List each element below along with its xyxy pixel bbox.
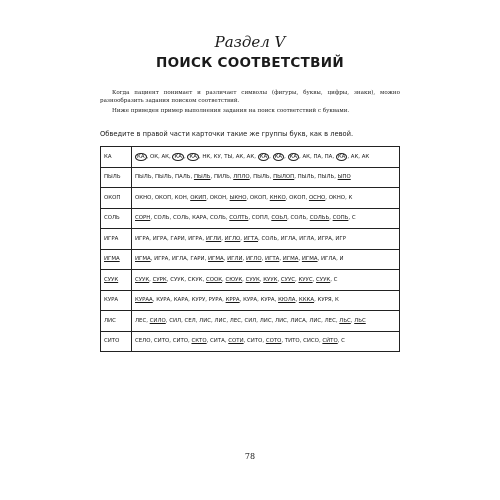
table-row xyxy=(101,188,400,209)
letter-group: ТЫ xyxy=(224,153,233,160)
letter-group: КУ xyxy=(213,153,221,160)
letter-group: ИГЛА xyxy=(321,256,337,263)
letter-group: ЫКНО xyxy=(229,194,247,201)
letter-group: ИГЛА xyxy=(299,235,315,242)
letter-group: СОПЛ xyxy=(251,215,268,222)
letter-group: К xyxy=(335,297,339,304)
letter-group: КЮЛА xyxy=(278,297,296,304)
row-key: ОКОП xyxy=(101,188,132,209)
letter-group: ЛИС xyxy=(275,317,287,324)
letter-group: РУРА xyxy=(208,297,223,304)
table-row xyxy=(101,147,400,168)
letter-group: СУРК xyxy=(152,276,167,283)
row-key: ИГМА xyxy=(101,249,132,270)
letter-group: СЕЛО xyxy=(135,338,151,345)
letter-group: СОТО xyxy=(265,338,282,345)
letter-group: КА xyxy=(274,153,283,160)
letter-group: СИТО xyxy=(172,338,189,345)
letter-group: СОЛЬ xyxy=(261,235,278,242)
letter-group: ЛИС xyxy=(214,317,227,324)
letter-group: ИГМА xyxy=(208,256,224,263)
letter-group: АК xyxy=(246,153,255,160)
letter-group: ОКНО xyxy=(135,194,152,201)
letter-group: ПА xyxy=(324,153,333,160)
letter-group: КНКО xyxy=(269,194,286,201)
letter-group: СИТО xyxy=(153,338,170,345)
letter-group: ИГР xyxy=(335,235,346,242)
letter-group: С xyxy=(341,338,345,345)
letter-group: С xyxy=(333,276,338,283)
page-number: 78 xyxy=(244,452,256,461)
letter-group: КУУК xyxy=(263,276,278,283)
letter-group: КА xyxy=(189,153,197,160)
row-key: ПЫЛЬ xyxy=(101,167,132,188)
letter-group: КОН xyxy=(174,194,187,201)
letter-group: ИГРА xyxy=(152,235,167,242)
letter-group: СУУС xyxy=(280,276,295,283)
letter-group: КУРА xyxy=(260,297,275,304)
letter-group: К xyxy=(348,194,353,201)
row-key: ЛИС xyxy=(101,311,132,332)
letter-group: СЕЛ xyxy=(184,317,196,324)
letter-group: ИГТА xyxy=(243,235,259,242)
letter-group: КРРА xyxy=(225,297,240,304)
letter-group: КА xyxy=(289,153,298,160)
letter-group: ОКОП xyxy=(289,194,306,201)
letter-group: АК xyxy=(161,153,169,160)
letter-group: И xyxy=(339,256,344,263)
letter-group: СИЛ xyxy=(169,317,182,324)
letter-group: ЛЬС xyxy=(339,317,351,324)
letter-sequence: ЛЕС, СИЛО, СИЛ, СЕЛ, ЛИС, ЛИС, ЛЕС, СИЛ, ЛИС, ЛИС, ЛИСА, ЛИС, ЛЕС, ЛЬС, ЛЬС xyxy=(132,311,400,332)
row-key: СОЛЬ xyxy=(101,208,132,229)
letter-sequence: ИГРА, ИГРА, ГАРИ, ИГРА, ИГЛИ, ИГЛО, ИГТА, СОЛЬ, ИГЛА, ИГЛА, ИГРА, ИГР xyxy=(132,229,400,250)
letter-group: ИГРА xyxy=(188,235,203,242)
letter-group: ИГРА xyxy=(135,235,150,242)
letter-group: ИГМА xyxy=(135,256,151,263)
letter-group: СОЛТЬ xyxy=(229,215,249,222)
letter-group: ПЫЛЬ xyxy=(297,174,315,181)
row-key: СИТО xyxy=(101,331,132,352)
row-key: КУРА xyxy=(101,290,132,311)
letter-group: КА xyxy=(259,153,268,160)
letter-group: КУРА xyxy=(156,297,171,304)
letter-group: ОКИП xyxy=(190,194,207,201)
letter-group: ПЫЛЬ xyxy=(135,174,152,181)
letter-group: ИГМА xyxy=(282,256,299,263)
letter-sequence: КА , ОК, АК, КА , КА , НК, КУ, ТЫ, АК, АК, КА , КА , КА , АК, ПА, ПА, КА , АК, АК xyxy=(132,147,400,168)
letter-group: ПЫЛЬ xyxy=(253,174,270,181)
letter-group: ОК xyxy=(149,153,159,160)
letter-group: ЛЕС xyxy=(324,317,336,324)
letter-group: АК xyxy=(361,153,370,160)
letter-group: ИГМА xyxy=(301,256,318,263)
row-key: ИГРА xyxy=(101,229,132,250)
letter-group: ПЫЛЬ xyxy=(155,174,172,181)
letter-group: ТИТО xyxy=(284,338,300,345)
letter-group: КУРЯ xyxy=(317,297,332,304)
letter-group: ПАЛЬ xyxy=(175,174,191,181)
letter-group: ИГЛА xyxy=(171,256,187,263)
letter-group: КАРА xyxy=(173,297,189,304)
letter-group: ИГЛА xyxy=(280,235,296,242)
letter-group: ЫПО xyxy=(337,174,351,181)
letter-group: ИГЛИ xyxy=(205,235,222,242)
page-title: ПОИСК СООТВЕТСТВИЙ xyxy=(156,55,344,71)
letter-group: КА xyxy=(137,153,145,160)
letter-group: СОПЬ xyxy=(332,215,349,222)
matching-table xyxy=(100,146,400,352)
table-row xyxy=(101,249,400,270)
letter-group: АК xyxy=(302,153,310,160)
letter-group: ИГТА xyxy=(265,256,280,263)
letter-group: ЛЕС xyxy=(135,317,147,324)
letter-group: КККА xyxy=(298,297,315,304)
letter-sequence: ОКНО, ОКОП, КОН, ОКИП, ОКОН, ЫКНО, ОКОП, КНКО, ОКОП, ОСНО, ОКНО, К xyxy=(132,188,400,209)
letter-group: ЛПЛО xyxy=(233,174,250,181)
letter-group: ЛИС xyxy=(309,317,322,324)
letter-group: ПЫЛЬ xyxy=(193,174,211,181)
letter-group: КУРУ xyxy=(191,297,206,304)
letter-group: ЛИС xyxy=(259,317,272,324)
letter-group: СКТО xyxy=(191,338,207,345)
task-instruction: Обведите в правой части карточки такие же группы букв, как в левой. xyxy=(100,130,354,138)
letter-group: КУРА xyxy=(243,297,258,304)
intro-paragraph-1: Когда пациент понимает и различает символы (фигуры, буквы, цифры, знаки), можно разнообразить задания поиском соответствий. xyxy=(100,90,400,105)
letter-sequence: СУУК, СУРК, СУУК, СКУК, СООК, СЮУК, СУУК, КУУК, СУУС, КУУС, СУУК, С xyxy=(132,270,400,291)
letter-group: СОЛЬ xyxy=(210,215,226,222)
letter-group: ПЫЛЬ xyxy=(317,174,335,181)
intro-paragraph-2: Ниже приведен пример выполнения задания на поиск соответствий с буквами. xyxy=(112,108,350,114)
letter-group: ИГРА xyxy=(154,256,169,263)
letter-group: АК xyxy=(235,153,244,160)
letter-group: КА xyxy=(174,153,182,160)
letter-group: ОКОП xyxy=(249,194,267,201)
letter-group: ПЫЛОП xyxy=(273,174,295,181)
letter-group: ПИЛЬ xyxy=(213,174,230,181)
letter-group: ЛЬС xyxy=(354,317,366,324)
letter-group: СОРН xyxy=(135,215,151,222)
letter-group: КУРАА xyxy=(135,297,153,304)
letter-group: ИГРА xyxy=(317,235,332,242)
letter-group: КА xyxy=(337,153,346,160)
letter-group: ПА xyxy=(313,153,322,160)
letter-group: СКУК xyxy=(187,276,203,283)
letter-sequence: КУРАА, КУРА, КАРА, КУРУ, РУРА, КРРА, КУРА, КУРА, КЮЛА, КККА, КУРЯ, К xyxy=(132,290,400,311)
letter-sequence: СЕЛО, СИТО, СИТО, СКТО, СИТА, СОТИ, СИТО, СОТО, ТИТО, СИСО, СЙТО, С xyxy=(132,331,400,352)
letter-sequence: ПЫЛЬ, ПЫЛЬ, ПАЛЬ, ПЫЛЬ, ПИЛЬ, ЛПЛО, ПЫЛЬ, ПЫЛОП, ПЫЛЬ, ПЫЛЬ, ЫПО xyxy=(132,167,400,188)
letter-group: С xyxy=(351,215,356,222)
letter-group: ЛЕС xyxy=(229,317,241,324)
table-row xyxy=(101,208,400,229)
table-row xyxy=(101,167,400,188)
table-row xyxy=(101,270,400,291)
letter-group: СОЛЬ xyxy=(153,215,170,222)
letter-group: СУУК xyxy=(316,276,331,283)
letter-group: СУУК xyxy=(245,276,260,283)
letter-group: СИЛО xyxy=(149,317,166,324)
row-key: КА xyxy=(101,147,132,168)
letter-group: СЮУК xyxy=(225,276,243,283)
letter-group: АК xyxy=(350,153,359,160)
section-label: Раздел V xyxy=(214,33,286,51)
table-row xyxy=(101,229,400,250)
letter-group: КАРА xyxy=(192,215,207,222)
letter-group: СОЛЬ xyxy=(172,215,189,222)
letter-group: ОКОП xyxy=(154,194,172,201)
letter-group: ГАРИ xyxy=(170,235,185,242)
letter-group: ЛИС xyxy=(199,317,212,324)
letter-group: СУУК xyxy=(170,276,185,283)
letter-group: ИГЛО xyxy=(245,256,262,263)
letter-group: СООК xyxy=(205,276,223,283)
letter-group: СЙТО xyxy=(322,338,338,345)
letter-group: ОСНО xyxy=(308,194,326,201)
letter-group: СУУК xyxy=(135,276,150,283)
letter-group: СИСО xyxy=(303,338,319,345)
letter-sequence: СОРН, СОЛЬ, СОЛЬ, КАРА, СОЛЬ, СОЛТЬ, СОПЛ, СОЬЛ, СОЛЬ, СОЛЬЬ, СОПЬ, С xyxy=(132,208,400,229)
letter-group: СИТА xyxy=(210,338,225,345)
letter-group: ГАРИ xyxy=(190,256,205,263)
letter-group: ИГЛИ xyxy=(227,256,243,263)
table-row xyxy=(101,311,400,332)
letter-sequence: ИГМА, ИГРА, ИГЛА, ГАРИ, ИГМА, ИГЛИ, ИГЛО, ИГТА, ИГМА, ИГМА, ИГЛА, И xyxy=(132,249,400,270)
letter-group: СОЛЬЬ xyxy=(309,215,330,222)
letter-group: СОТИ xyxy=(228,338,244,345)
row-key: СУУК xyxy=(101,270,132,291)
letter-group: СИЛ xyxy=(244,317,257,324)
table-row xyxy=(101,290,400,311)
letter-group: СОЬЛ xyxy=(271,215,288,222)
letter-group: СОЛЬ xyxy=(290,215,307,222)
letter-group: ОКОН xyxy=(209,194,227,201)
letter-group: ОКНО xyxy=(328,194,346,201)
table-row xyxy=(101,331,400,352)
letter-group: КУУС xyxy=(298,276,313,283)
letter-group: ИГЛО xyxy=(224,235,241,242)
letter-group: НК xyxy=(202,153,211,160)
letter-group: СИТО xyxy=(247,338,263,345)
letter-group: ЛИСА xyxy=(290,317,306,324)
